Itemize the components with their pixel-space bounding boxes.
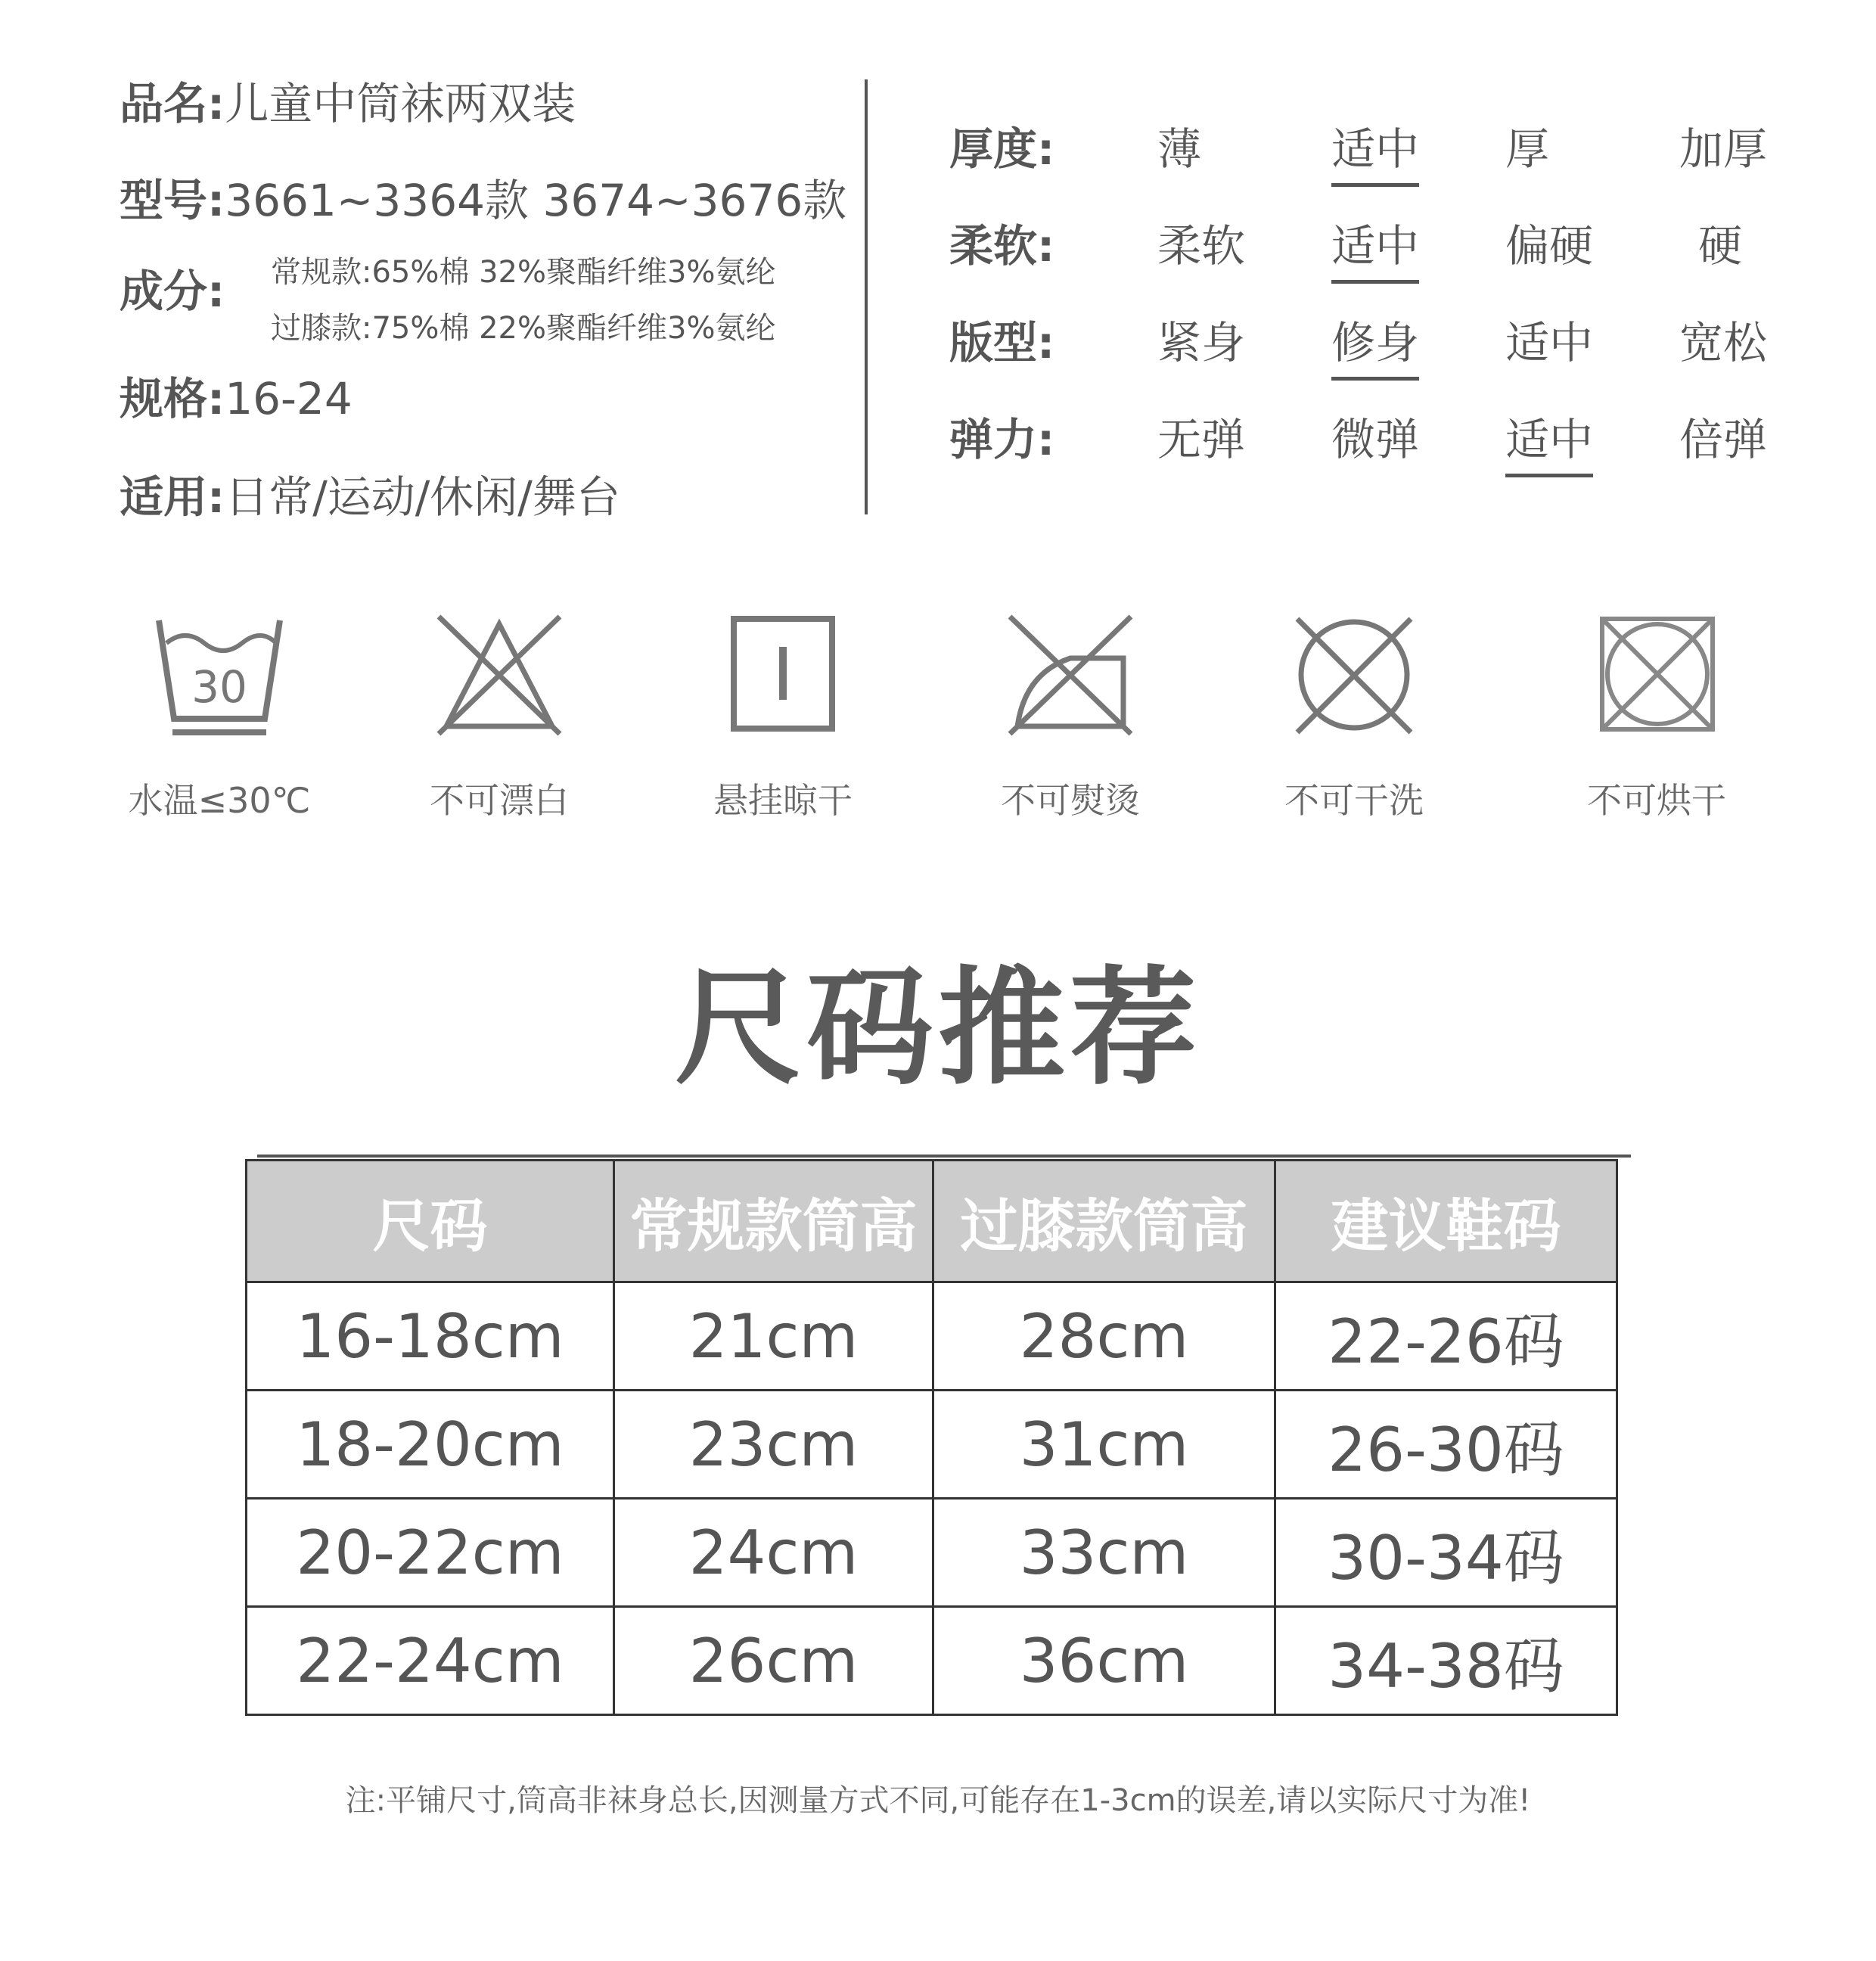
attribute-option: 紧身 <box>1157 317 1246 368</box>
table-row <box>247 1391 1617 1499</box>
cell-regular-height: 26cm <box>614 1607 933 1715</box>
no-iron-icon <box>995 605 1146 741</box>
attribute-option: 薄 <box>1157 123 1202 175</box>
model-value: 3661~3364款 3674~3676款 <box>225 175 847 226</box>
table-row <box>247 1499 1617 1607</box>
cell-over-knee-height: 31cm <box>933 1391 1275 1499</box>
vertical-divider <box>865 79 868 514</box>
attribute-option: 适中 <box>1331 113 1419 187</box>
cell-shoe-size: 26-30码 <box>1275 1391 1617 1499</box>
table-row <box>247 1607 1617 1715</box>
attribute-key: 柔软: <box>949 220 1055 272</box>
hang-dry-icon <box>707 605 859 741</box>
attribute-row-thickness <box>949 113 1819 182</box>
attribute-option: 适中 <box>1505 317 1594 368</box>
attribute-option: 微弹 <box>1331 414 1420 465</box>
cell-size: 18-20cm <box>247 1391 614 1499</box>
attribute-key: 版型: <box>949 317 1055 368</box>
attribute-option: 宽松 <box>1679 317 1768 368</box>
model-key: 型号: <box>120 175 225 226</box>
spec-row <box>120 363 353 427</box>
header-size: 尺码 <box>247 1161 614 1282</box>
attribute-option: 厚 <box>1505 123 1550 175</box>
no-bleach-icon <box>424 605 575 741</box>
product-name-value: 儿童中筒袜两双装 <box>225 78 576 129</box>
usage-key: 适用: <box>120 471 225 523</box>
wash-30-icon <box>144 605 295 741</box>
cell-over-knee-height: 33cm <box>933 1499 1275 1607</box>
size-table <box>245 1159 1618 1716</box>
wash-temp-number: 30 <box>191 661 247 713</box>
attribute-option: 无弹 <box>1157 414 1246 465</box>
header-regular-height: 常规款筒高 <box>614 1161 933 1282</box>
cell-shoe-size: 22-26码 <box>1275 1282 1617 1391</box>
attribute-option: 柔软 <box>1157 220 1246 272</box>
cell-size: 20-22cm <box>247 1499 614 1607</box>
usage-value: 日常/运动/休闲/舞台 <box>225 471 620 523</box>
cell-size: 16-18cm <box>247 1282 614 1391</box>
care-label: 不可熨烫 <box>1001 780 1140 821</box>
cell-over-knee-height: 28cm <box>933 1282 1275 1391</box>
measurement-note: 注:平铺尺寸,筒高非袜身总长,因测量方式不同,可能存在1-3cm的误差,请以实际尺寸为准! <box>345 1783 1531 1818</box>
attribute-option: 适中 <box>1505 404 1593 477</box>
spec-value: 16-24 <box>225 373 353 424</box>
model-row <box>120 165 846 228</box>
attribute-row-fit <box>949 307 1819 375</box>
attribute-option: 硬 <box>1698 220 1743 272</box>
product-name-row <box>120 68 576 132</box>
care-item <box>1241 605 1468 823</box>
cell-regular-height: 23cm <box>614 1391 933 1499</box>
size-recommendation-title: 尺码推荐 <box>675 954 1201 1102</box>
care-symbols <box>0 605 1876 832</box>
no-dry-clean-icon <box>1278 605 1430 741</box>
cell-size: 22-24cm <box>247 1607 614 1715</box>
care-label: 水温≤30℃ <box>128 780 311 821</box>
attribute-option: 偏硬 <box>1505 220 1594 272</box>
care-item <box>669 605 896 823</box>
care-item <box>386 605 613 823</box>
no-tumble-dry-icon <box>1581 605 1732 741</box>
composition-over-knee: 过膝款:75%棉 22%聚酯纤维3%氨纶 <box>271 311 776 346</box>
usage-row <box>120 462 620 525</box>
cell-over-knee-height: 36cm <box>933 1607 1275 1715</box>
header-shoe-size: 建议鞋码 <box>1275 1161 1617 1282</box>
care-label: 不可干洗 <box>1284 780 1424 821</box>
attribute-option: 倍弹 <box>1679 414 1768 465</box>
care-label: 不可漂白 <box>430 780 569 821</box>
attribute-key: 厚度: <box>949 123 1055 175</box>
table-top-rule <box>257 1155 1631 1158</box>
composition-key: 成分: <box>120 266 225 317</box>
cell-regular-height: 24cm <box>614 1499 933 1607</box>
care-item <box>957 605 1184 823</box>
cell-shoe-size: 34-38码 <box>1275 1607 1617 1715</box>
attribute-option: 适中 <box>1331 210 1419 284</box>
cell-shoe-size: 30-34码 <box>1275 1499 1617 1607</box>
attribute-option: 加厚 <box>1679 123 1768 175</box>
care-item <box>106 605 333 823</box>
product-name-key: 品名: <box>120 78 225 129</box>
spec-key: 规格: <box>120 373 225 424</box>
attribute-option: 修身 <box>1331 307 1419 381</box>
attribute-row-elasticity <box>949 404 1819 472</box>
cell-regular-height: 21cm <box>614 1282 933 1391</box>
care-label: 悬挂晾干 <box>713 780 853 821</box>
table-header-row <box>247 1161 1617 1282</box>
header-over-knee-height: 过膝款筒高 <box>933 1161 1275 1282</box>
care-item <box>1543 605 1770 823</box>
care-label: 不可烘干 <box>1587 780 1726 821</box>
table-row <box>247 1282 1617 1391</box>
composition-regular: 常规款:65%棉 32%聚酯纤维3%氨纶 <box>271 255 776 290</box>
attribute-key: 弹力: <box>949 414 1055 465</box>
attribute-row-softness <box>949 210 1819 278</box>
